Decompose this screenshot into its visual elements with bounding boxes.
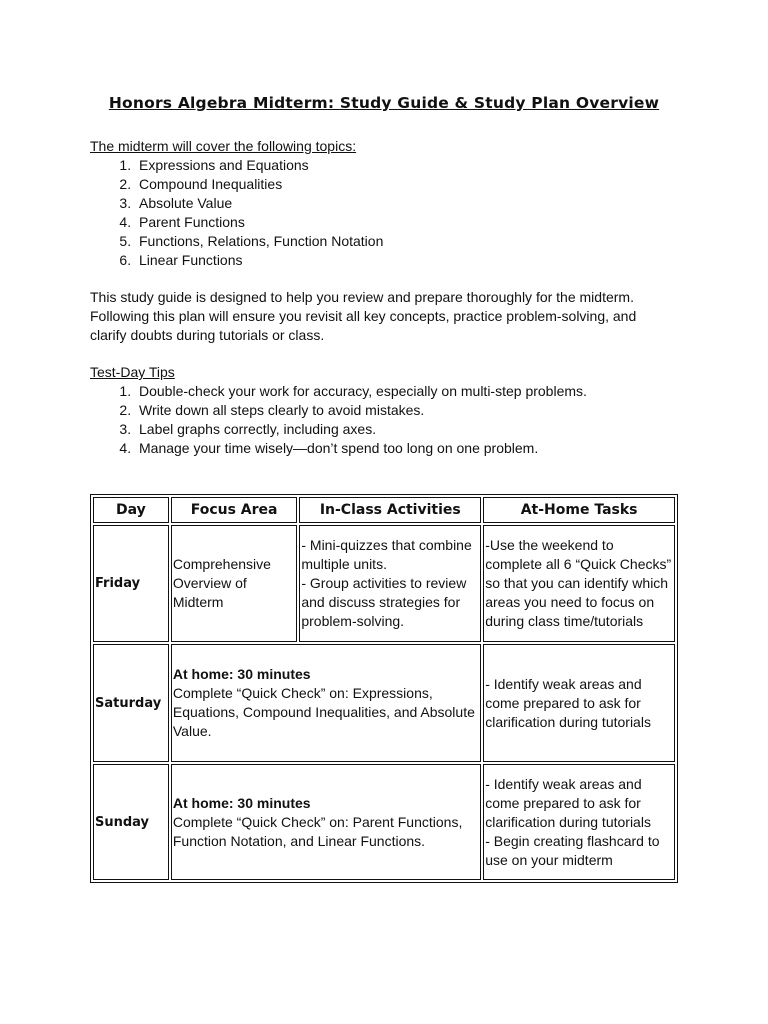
day-cell-sunday: Sunday <box>93 764 169 880</box>
list-item: 4. Manage your time wisely—don’t spend too long on one problem. <box>135 439 690 458</box>
plan-text: Complete “Quick Check” on: Expressions, Equations, Compound Inequalities, and Absolute Value. <box>172 685 475 739</box>
list-item: 3. Absolute Value <box>135 194 690 213</box>
list-item: 2. Compound Inequalities <box>135 175 690 194</box>
in-class-item: - Mini-quizzes that combine multiple units. <box>301 537 472 572</box>
plan-cell <box>171 644 481 762</box>
topics-list <box>90 156 690 270</box>
plan-cell <box>171 764 481 880</box>
plan-duration: At home: 30 minutes <box>172 794 311 811</box>
list-item: 1. Expressions and Equations <box>135 156 690 175</box>
at-home-item: - Begin creating flashcard to use on your midterm <box>485 832 660 868</box>
intro-paragraph: This study guide is designed to help you review and prepare thoroughly for the midterm. Following this plan will ensure you revisit all key concepts, practice problem-solving, and clarify doubts during tutorials or class. <box>90 289 637 343</box>
day-cell-friday: Friday <box>93 525 169 642</box>
study-plan-table <box>90 494 678 883</box>
table-header-row <box>93 497 675 523</box>
header-at-home-tasks: At-Home Tasks <box>483 497 675 523</box>
plan-duration: At home: 30 minutes <box>172 666 311 682</box>
tips-list <box>90 382 690 458</box>
list-item: 6. Linear Functions <box>135 251 690 270</box>
table-row <box>93 644 675 762</box>
list-item: 1. Double-check your work for accuracy, especially on multi-step problems. <box>135 382 690 401</box>
list-item: 2. Write down all steps clearly to avoid mistakes. <box>135 401 690 420</box>
plan-text: Complete “Quick Check” on: Parent Functions, Function Notation, and Linear Functions. <box>172 813 463 849</box>
at-home-cell: - Identify weak areas and come prepared to ask for clarification during tutorials <box>483 644 675 762</box>
at-home-cell <box>483 764 675 880</box>
in-class-item: - Group activities to review and discuss strategies for problem-solving. <box>301 575 467 629</box>
header-focus-area: Focus Area <box>171 497 297 523</box>
tips-section <box>90 363 690 458</box>
list-item: 3. Label graphs correctly, including axes. <box>135 420 690 439</box>
page-title: Honors Algebra Midterm: Study Guide & Study Plan Overview <box>108 94 660 112</box>
topics-section <box>90 137 690 270</box>
header-day: Day <box>93 497 169 523</box>
table-row <box>93 764 675 880</box>
at-home-cell: -Use the weekend to complete all 6 “Quick Checks” so that you can identify which areas you need to focus on during class time/tutorials <box>483 525 675 642</box>
at-home-item: - Identify weak areas and come prepared to ask for clarification during tutorials <box>485 775 651 830</box>
list-item: 4. Parent Functions <box>135 213 690 232</box>
day-cell-saturday: Saturday <box>93 644 169 762</box>
table-row <box>93 525 675 642</box>
in-class-cell <box>299 525 481 642</box>
list-item: 5. Functions, Relations, Function Notation <box>135 232 690 251</box>
focus-cell: Comprehensive Overview of Midterm <box>171 525 297 642</box>
header-in-class-activities: In-Class Activities <box>299 497 481 523</box>
tips-heading: Test-Day Tips <box>90 364 175 380</box>
topics-heading: The midterm will cover the following topics: <box>90 138 357 154</box>
